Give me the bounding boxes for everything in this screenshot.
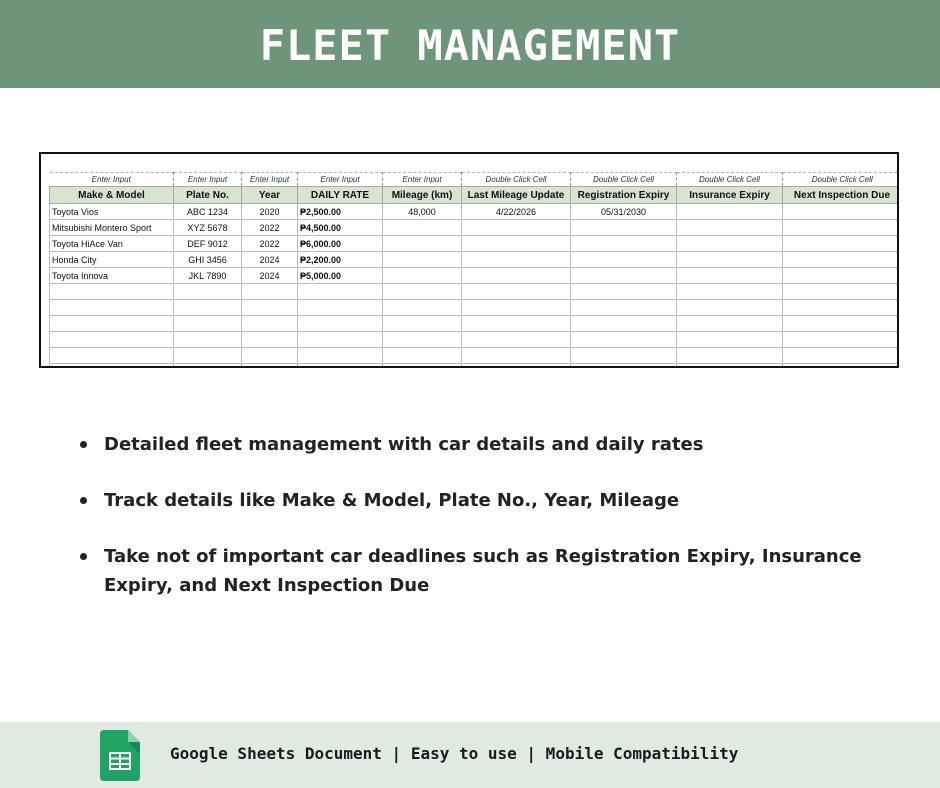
column-header-cell[interactable]: Registration Expiry xyxy=(571,187,677,204)
table-cell[interactable] xyxy=(677,348,783,364)
hint-cell[interactable]: Double Click Cell xyxy=(462,173,571,187)
hint-cell[interactable]: Double Click Cell xyxy=(783,173,900,187)
column-header-cell[interactable]: Last Mileage Update xyxy=(462,187,571,204)
table-cell[interactable] xyxy=(783,284,900,300)
table-row xyxy=(50,204,900,220)
column-header-cell[interactable]: Plate No. xyxy=(174,187,242,204)
table-cell[interactable] xyxy=(298,348,383,364)
table-cell[interactable] xyxy=(783,204,900,220)
list-item xyxy=(80,430,880,459)
table-cell[interactable]: 48,000 xyxy=(383,204,462,220)
list-item xyxy=(80,542,880,600)
table-cell[interactable] xyxy=(383,220,462,236)
table-cell[interactable] xyxy=(462,348,571,364)
table-cell[interactable] xyxy=(174,284,242,300)
table-cell[interactable] xyxy=(383,316,462,332)
table-cell[interactable] xyxy=(174,364,242,369)
table-cell[interactable] xyxy=(677,204,783,220)
bullet-icon xyxy=(80,553,87,560)
table-cell[interactable]: ₱2,500.00 xyxy=(298,204,383,220)
table-row xyxy=(50,236,900,252)
table-cell[interactable] xyxy=(383,284,462,300)
hint-cell[interactable]: Enter Input xyxy=(174,173,242,187)
table-row xyxy=(50,300,900,316)
table-cell[interactable] xyxy=(783,332,900,348)
table-cell[interactable] xyxy=(571,332,677,348)
hint-cell[interactable]: Enter Input xyxy=(383,173,462,187)
table-cell[interactable] xyxy=(50,332,174,348)
table-cell[interactable] xyxy=(242,348,298,364)
table-cell[interactable] xyxy=(677,364,783,369)
google-sheets-icon xyxy=(100,730,140,781)
table-cell[interactable] xyxy=(174,348,242,364)
table-cell[interactable] xyxy=(462,284,571,300)
table-cell[interactable] xyxy=(50,300,174,316)
table-cell[interactable] xyxy=(462,300,571,316)
list-item-text: Detailed fleet management with car details and daily rates xyxy=(104,434,704,455)
table-cell[interactable] xyxy=(50,316,174,332)
table-row xyxy=(50,268,900,284)
table-cell[interactable] xyxy=(571,284,677,300)
table-cell[interactable]: 05/31/2030 xyxy=(571,204,677,220)
feature-list xyxy=(80,430,880,627)
table-row xyxy=(50,332,900,348)
table-cell[interactable] xyxy=(571,348,677,364)
column-header-row xyxy=(50,187,900,204)
table-cell[interactable]: 2020 xyxy=(242,204,298,220)
table-cell[interactable] xyxy=(383,268,462,284)
footer-text: Google Sheets Document | Easy to use | Mobile Compatibility xyxy=(170,744,739,763)
table-cell[interactable] xyxy=(571,268,677,284)
column-header-cell[interactable]: DAILY RATE xyxy=(298,187,383,204)
hint-row xyxy=(50,173,900,187)
table-cell[interactable] xyxy=(383,300,462,316)
table-row xyxy=(50,252,900,268)
table-cell[interactable] xyxy=(677,316,783,332)
table-cell[interactable] xyxy=(571,220,677,236)
table-cell[interactable] xyxy=(298,284,383,300)
table-cell[interactable] xyxy=(677,252,783,268)
table-cell[interactable]: ₱2,200.00 xyxy=(298,252,383,268)
table-cell[interactable] xyxy=(677,332,783,348)
table-cell[interactable] xyxy=(462,332,571,348)
table-cell[interactable] xyxy=(242,300,298,316)
list-item xyxy=(80,486,880,515)
table-cell[interactable] xyxy=(783,300,900,316)
table-cell[interactable]: Toyota Vios xyxy=(50,204,174,220)
table-cell[interactable] xyxy=(783,220,900,236)
page-title: FLEET MANAGEMENT xyxy=(259,21,681,70)
table-cell[interactable] xyxy=(677,300,783,316)
table-cell[interactable] xyxy=(571,316,677,332)
table-cell[interactable] xyxy=(677,236,783,252)
table-cell[interactable] xyxy=(383,332,462,348)
table-cell[interactable]: ₱4,500.00 xyxy=(298,220,383,236)
header-banner xyxy=(0,0,940,88)
table-cell[interactable] xyxy=(462,268,571,284)
table-cell[interactable] xyxy=(298,332,383,348)
table-cell[interactable] xyxy=(783,252,900,268)
column-header-cell[interactable]: Next Inspection Due xyxy=(783,187,900,204)
bullet-icon xyxy=(80,441,87,448)
column-header-cell[interactable]: Make & Model xyxy=(50,187,174,204)
table-cell[interactable] xyxy=(783,316,900,332)
table-row xyxy=(50,316,900,332)
table-cell[interactable] xyxy=(783,364,900,369)
table-cell[interactable] xyxy=(242,316,298,332)
table-cell[interactable] xyxy=(783,268,900,284)
fleet-table xyxy=(49,172,899,368)
table-cell[interactable]: Honda City xyxy=(50,252,174,268)
column-header-cell[interactable]: Mileage (km) xyxy=(383,187,462,204)
table-cell[interactable]: XYZ 5678 xyxy=(174,220,242,236)
table-cell[interactable]: 4/22/2026 xyxy=(462,204,571,220)
table-cell[interactable] xyxy=(462,252,571,268)
table-cell[interactable] xyxy=(783,236,900,252)
hint-cell[interactable]: Enter Input xyxy=(50,173,174,187)
table-cell[interactable]: DEF 9012 xyxy=(174,236,242,252)
table-cell[interactable]: Mitsubishi Montero Sport xyxy=(50,220,174,236)
table-cell[interactable] xyxy=(298,300,383,316)
table-cell[interactable] xyxy=(298,364,383,369)
table-cell[interactable] xyxy=(50,348,174,364)
table-cell[interactable] xyxy=(571,252,677,268)
table-cell[interactable] xyxy=(462,220,571,236)
table-cell[interactable]: 2024 xyxy=(242,268,298,284)
table-cell[interactable] xyxy=(383,252,462,268)
table-row xyxy=(50,284,900,300)
table-cell[interactable] xyxy=(383,364,462,369)
table-cell[interactable] xyxy=(677,268,783,284)
table-cell[interactable]: 2024 xyxy=(242,252,298,268)
table-cell[interactable] xyxy=(571,236,677,252)
table-cell[interactable] xyxy=(50,284,174,300)
table-cell[interactable]: Toyota Innova xyxy=(50,268,174,284)
hint-cell[interactable]: Double Click Cell xyxy=(571,173,677,187)
table-cell[interactable] xyxy=(462,364,571,369)
table-cell[interactable] xyxy=(383,348,462,364)
table-cell[interactable]: ₱5,000.00 xyxy=(298,268,383,284)
column-header-cell[interactable]: Insurance Expiry xyxy=(677,187,783,204)
table-cell[interactable] xyxy=(242,332,298,348)
table-row xyxy=(50,364,900,369)
table-cell[interactable] xyxy=(462,316,571,332)
table-cell[interactable]: Toyota HiAce Van xyxy=(50,236,174,252)
table-cell[interactable] xyxy=(677,284,783,300)
table-cell[interactable] xyxy=(571,364,677,369)
table-cell[interactable] xyxy=(298,316,383,332)
table-row xyxy=(50,348,900,364)
table-cell[interactable] xyxy=(242,364,298,369)
table-cell[interactable] xyxy=(462,236,571,252)
table-row xyxy=(50,220,900,236)
table-cell[interactable] xyxy=(571,300,677,316)
table-cell[interactable]: JKL 7890 xyxy=(174,268,242,284)
table-cell[interactable]: 2022 xyxy=(242,220,298,236)
table-cell[interactable] xyxy=(783,348,900,364)
hint-cell[interactable]: Enter Input xyxy=(298,173,383,187)
spreadsheet-preview xyxy=(39,152,899,368)
table-cell[interactable]: GHI 3456 xyxy=(174,252,242,268)
list-item-text: Track details like Make & Model, Plate No., Year, Mileage xyxy=(104,490,680,511)
table-cell[interactable] xyxy=(174,332,242,348)
column-header-cell[interactable]: Year xyxy=(242,187,298,204)
table-cell[interactable]: ₱6,000.00 xyxy=(298,236,383,252)
hint-cell[interactable]: Enter Input xyxy=(242,173,298,187)
hint-cell[interactable]: Double Click Cell xyxy=(677,173,783,187)
table-cell[interactable] xyxy=(174,300,242,316)
table-cell[interactable] xyxy=(383,236,462,252)
table-cell[interactable] xyxy=(50,364,174,369)
table-cell[interactable]: 2022 xyxy=(242,236,298,252)
table-cell[interactable] xyxy=(677,220,783,236)
table-cell[interactable] xyxy=(242,284,298,300)
table-cell[interactable] xyxy=(174,316,242,332)
table-cell[interactable]: ABC 1234 xyxy=(174,204,242,220)
bullet-icon xyxy=(80,497,87,504)
list-item-text: Take not of important car deadlines such as Registration Expiry, Insurance Expiry, and Next Inspection Due xyxy=(104,546,862,596)
